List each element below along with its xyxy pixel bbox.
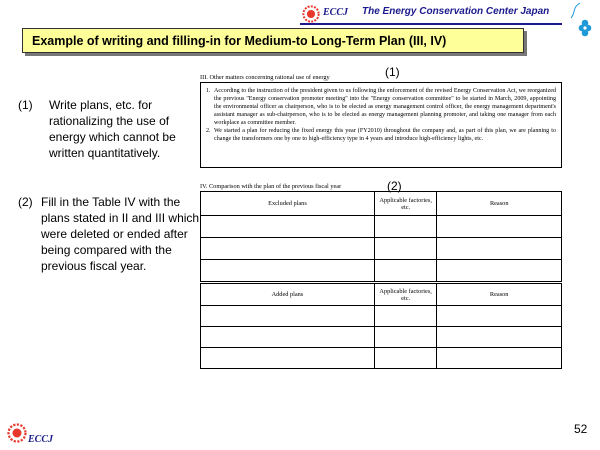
reason-header: Reason [437, 284, 562, 306]
table-cell[interactable] [437, 238, 562, 260]
section-3-paragraph-2 [206, 127, 556, 143]
table-cell[interactable] [437, 306, 562, 327]
excluded-plans-header: Excluded plans [201, 192, 375, 216]
table-row [201, 216, 562, 238]
section-3-textbox [200, 82, 562, 168]
instruction-item-1-text: Write plans, etc. for rationalizing the use of energy which cannot be written quantitatively. [49, 98, 176, 160]
instruction-item-2 [18, 194, 200, 274]
table-row [201, 306, 562, 327]
table-cell[interactable] [201, 327, 375, 348]
paragraph-2-number: 2. [206, 128, 211, 134]
table-cell[interactable] [201, 216, 375, 238]
page-number: 52 [574, 422, 588, 436]
instruction-item-2-text: Fill in the Table IV with the plans stated in II and III which were deleted or ended after being compared with the previous fiscal year. [41, 195, 200, 273]
paragraph-2-text: We started a plan for reducing the fixed energy this year (FY2010) throughout the company and, as part of this plan, we are planning to change the transformers one by one to high-efficiency type in 4 years and introduce high-efficiency lights, etc. [214, 128, 556, 142]
table-cell[interactable] [374, 327, 437, 348]
reason-header: Reason [437, 192, 562, 216]
added-plans-header: Added plans [201, 284, 375, 306]
eccj-logo-icon [7, 423, 27, 443]
callout-1: (1) [385, 65, 400, 79]
excluded-plans-table [200, 191, 562, 282]
header-org-name: The Energy Conservation Center Japan [362, 6, 550, 17]
table-cell[interactable] [201, 238, 375, 260]
slide-title-box [22, 28, 524, 53]
eccj-logo-icon [302, 5, 320, 23]
table-row [201, 260, 562, 282]
slide-title: Example of writing and filling-in for Medium-to Long-Term Plan (III, IV) [32, 33, 447, 48]
paragraph-1-number: 1. [206, 88, 211, 94]
table-cell[interactable] [374, 238, 437, 260]
applicable-factories-header: Applicable factories, etc. [374, 284, 437, 306]
table-cell[interactable] [374, 216, 437, 238]
header-logo-text: ECCJ [323, 7, 349, 18]
instruction-item-2-number: (2) [18, 195, 33, 209]
excluded-header-row [201, 192, 562, 216]
flower-clover-icon [566, 2, 598, 42]
table-cell[interactable] [374, 306, 437, 327]
table-cell[interactable] [201, 348, 375, 369]
instruction-item-1-number: (1) [18, 98, 33, 112]
table-cell[interactable] [374, 348, 437, 369]
table-row [201, 348, 562, 369]
table-cell[interactable] [437, 348, 562, 369]
table-cell[interactable] [437, 216, 562, 238]
header-divider [300, 23, 562, 25]
table-cell[interactable] [437, 260, 562, 282]
table-cell[interactable] [201, 306, 375, 327]
table-cell[interactable] [374, 260, 437, 282]
applicable-factories-header: Applicable factories, etc. [374, 192, 437, 216]
table-row [201, 238, 562, 260]
table-row [201, 327, 562, 348]
footer-logo-text: ECCJ [28, 434, 54, 445]
table-cell[interactable] [437, 327, 562, 348]
added-plans-table [200, 283, 562, 369]
section-3-paragraph-1 [206, 87, 556, 127]
instruction-item-1 [18, 97, 208, 161]
added-header-row [201, 284, 562, 306]
callout-2: (2) [387, 179, 402, 193]
section-3-label: III. Other matters concerning rational use of energy [200, 74, 330, 81]
paragraph-1-text: According to the instruction of the president given to us following the enforcement of the revised Energy Conservation Act, we reorganized the previous "Energy conservation promoter meeting" into the "Energy conservation committee" to be started in March, 2009, appointing the environmental officer as chairperson, who is to be elected as energy management control officer, the energy management department's assistant manager as sub-chairperson, who is to be elected as energy management planning promoter, and taking one manager from each workplace as committee member. [214, 88, 556, 126]
section-4-label: IV. Comparison with the plan of the previous fiscal year [200, 183, 342, 190]
table-cell[interactable] [201, 260, 375, 282]
